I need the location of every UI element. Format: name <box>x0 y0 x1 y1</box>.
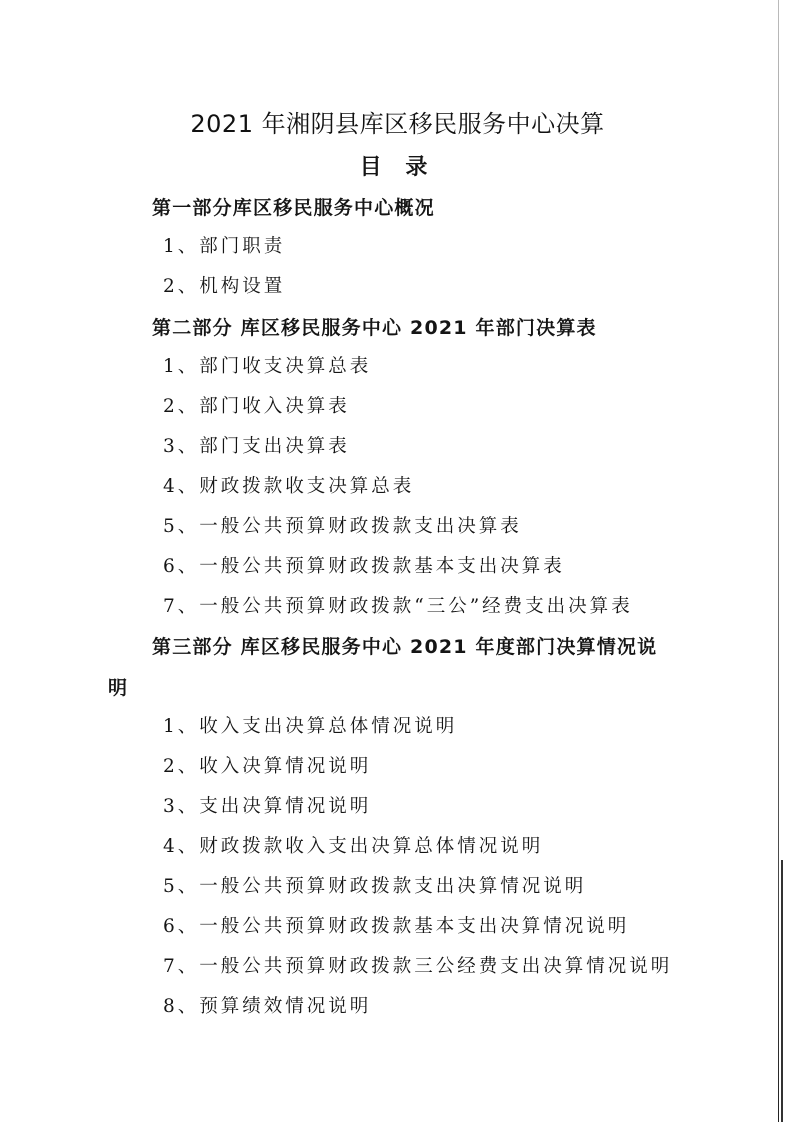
part1-item-1: 1、部门职责 <box>163 236 286 257</box>
part3-item-3: 3、支出决算情况说明 <box>163 796 372 817</box>
scan-edge-shadow <box>781 860 783 1122</box>
part3-item-2: 2、收入决算情况说明 <box>163 756 372 777</box>
part3-item-1: 1、收入支出决算总体情况说明 <box>163 716 458 737</box>
part2-item-3: 3、部门支出决算表 <box>163 436 350 457</box>
part3-item-7: 7、一般公共预算财政拨款三公经费支出决算情况说明 <box>163 956 673 977</box>
part2-item-2: 2、部门收入决算表 <box>163 396 350 417</box>
part1-item-2: 2、机构设置 <box>163 276 286 297</box>
part2-item-7: 7、一般公共预算财政拨款“三公”经费支出决算表 <box>163 596 633 617</box>
part1-heading: 第一部分库区移民服务中心概况 <box>152 197 435 219</box>
part3-item-8: 8、预算绩效情况说明 <box>163 996 372 1017</box>
part2-heading: 第二部分 库区移民服务中心 2021 年部门决算表 <box>152 317 597 339</box>
part3-heading-continuation: 明 <box>108 677 128 699</box>
part3-item-6: 6、一般公共预算财政拨款基本支出决算情况说明 <box>163 916 630 937</box>
part2-item-5: 5、一般公共预算财政拨款支出决算表 <box>163 516 522 537</box>
scan-edge-line <box>778 0 779 1122</box>
part2-item-4: 4、财政拨款收支决算总表 <box>163 476 415 497</box>
part2-item-1: 1、部门收支决算总表 <box>163 356 372 377</box>
part3-heading: 第三部分 库区移民服务中心 2021 年度部门决算情况说 <box>152 636 658 658</box>
document-title: 2021 年湘阴县库区移民服务中心决算 <box>190 110 605 138</box>
part3-item-4: 4、财政拨款收入支出决算总体情况说明 <box>163 836 544 857</box>
toc-heading: 目 录 <box>359 155 436 180</box>
part2-item-6: 6、一般公共预算财政拨款基本支出决算表 <box>163 556 565 577</box>
part3-item-5: 5、一般公共预算财政拨款支出决算情况说明 <box>163 876 587 897</box>
